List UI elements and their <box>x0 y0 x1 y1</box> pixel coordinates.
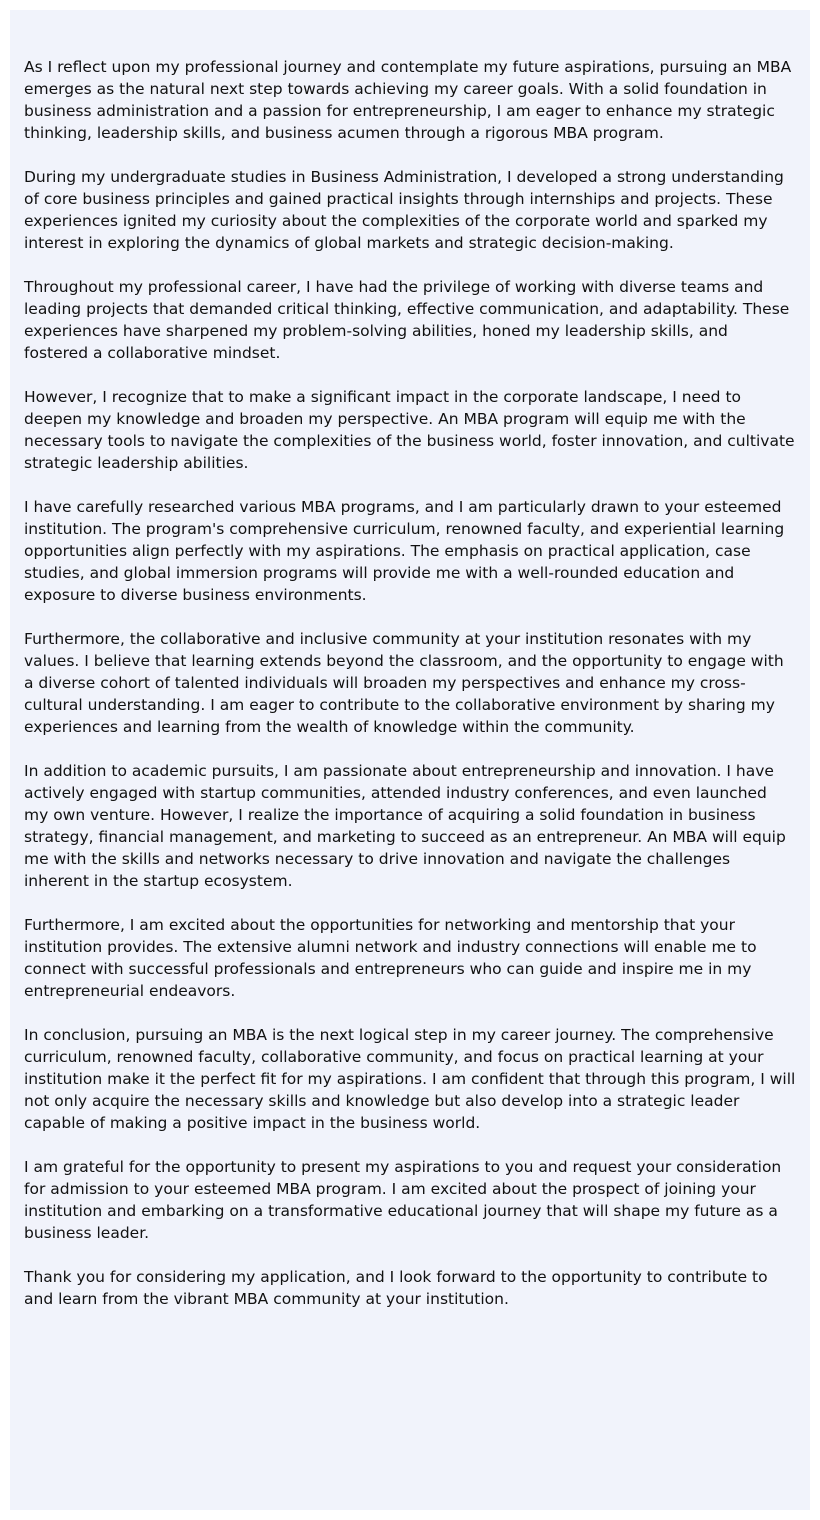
paragraph-gratitude: I am grateful for the opportunity to present my aspirations to you and request your consideration for admission to your esteemed MBA program. I am excited about the prospect of joining your institution and embarking on a transformative educational journey that will shape my future as a business leader. <box>24 1158 782 1242</box>
paragraph-networking: Furthermore, I am excited about the opportunities for networking and mentorship that your institution provides. The extensive alumni network and industry connections will enable me to connect with successful professionals and entrepreneurs who can guide and inspire me in my entrepreneurial endeavors. <box>24 916 757 1000</box>
paragraph-professional-career: Throughout my professional career, I have had the privilege of working with diverse teams and leading projects that demanded critical thinking, effective communication, and adaptability. These experiences have sharpened my problem-solving abilities, honed my leadership skills, and fostered a collaborative mindset. <box>24 278 790 362</box>
paragraph-conclusion: In conclusion, pursuing an MBA is the next logical step in my career journey. The comprehensive curriculum, renowned faculty, collaborative community, and focus on practical learning at your institution make it the perfect fit for my aspirations. I am confident that through this program, I will not only acquire the necessary skills and knowledge but also develop into a strategic leader capable of making a positive impact in the business world. <box>24 1026 796 1132</box>
paragraph-community: Furthermore, the collaborative and inclusive community at your institution resonates with my values. I believe that learning extends beyond the classroom, and the opportunity to engage with a diverse cohort of talented individuals will broaden my perspectives and enhance my cross-cultural understanding. I am eager to contribute to the collaborative environment by sharing my experiences and learning from the wealth of knowledge within the community. <box>24 630 784 736</box>
document-page <box>10 10 810 1510</box>
paragraph-research: I have carefully researched various MBA programs, and I am particularly drawn to your esteemed institution. The program's comprehensive curriculum, renowned faculty, and experiential learning opportunities align perfectly with my aspirations. The emphasis on practical application, case studies, and global immersion programs will provide me with a well-rounded education and exposure to diverse business environments. <box>24 498 785 604</box>
paragraph-undergraduate: During my undergraduate studies in Business Administration, I developed a strong understanding of core business principles and gained practical insights through internships and projects. These experiences ignited my curiosity about the complexities of the corporate world and sparked my interest in exploring the dynamics of global markets and strategic decision-making. <box>24 168 784 252</box>
paragraph-recognition: However, I recognize that to make a significant impact in the corporate landscape, I need to deepen my knowledge and broaden my perspective. An MBA program will equip me with the necessary tools to navigate the complexities of the business world, foster innovation, and cultivate strategic leadership abilities. <box>24 388 795 472</box>
paragraph-intro: As I reflect upon my professional journey and contemplate my future aspirations, pursuing an MBA emerges as the natural next step towards achieving my career goals. With a solid foundation in business administration and a passion for entrepreneurship, I am eager to enhance my strategic thinking, leadership skills, and business acumen through a rigorous MBA program. <box>24 58 792 142</box>
paragraph-entrepreneurship: In addition to academic pursuits, I am passionate about entrepreneurship and innovation. I have actively engaged with startup communities, attended industry conferences, and even launched my own venture. However, I realize the importance of acquiring a solid foundation in business strategy, financial management, and marketing to succeed as an entrepreneur. An MBA will equip me with the skills and networks necessary to drive innovation and navigate the challenges inherent in the startup ecosystem. <box>24 762 786 890</box>
paragraph-closing: Thank you for considering my application, and I look forward to the opportunity to contribute to and learn from the vibrant MBA community at your institution. <box>24 1268 768 1308</box>
